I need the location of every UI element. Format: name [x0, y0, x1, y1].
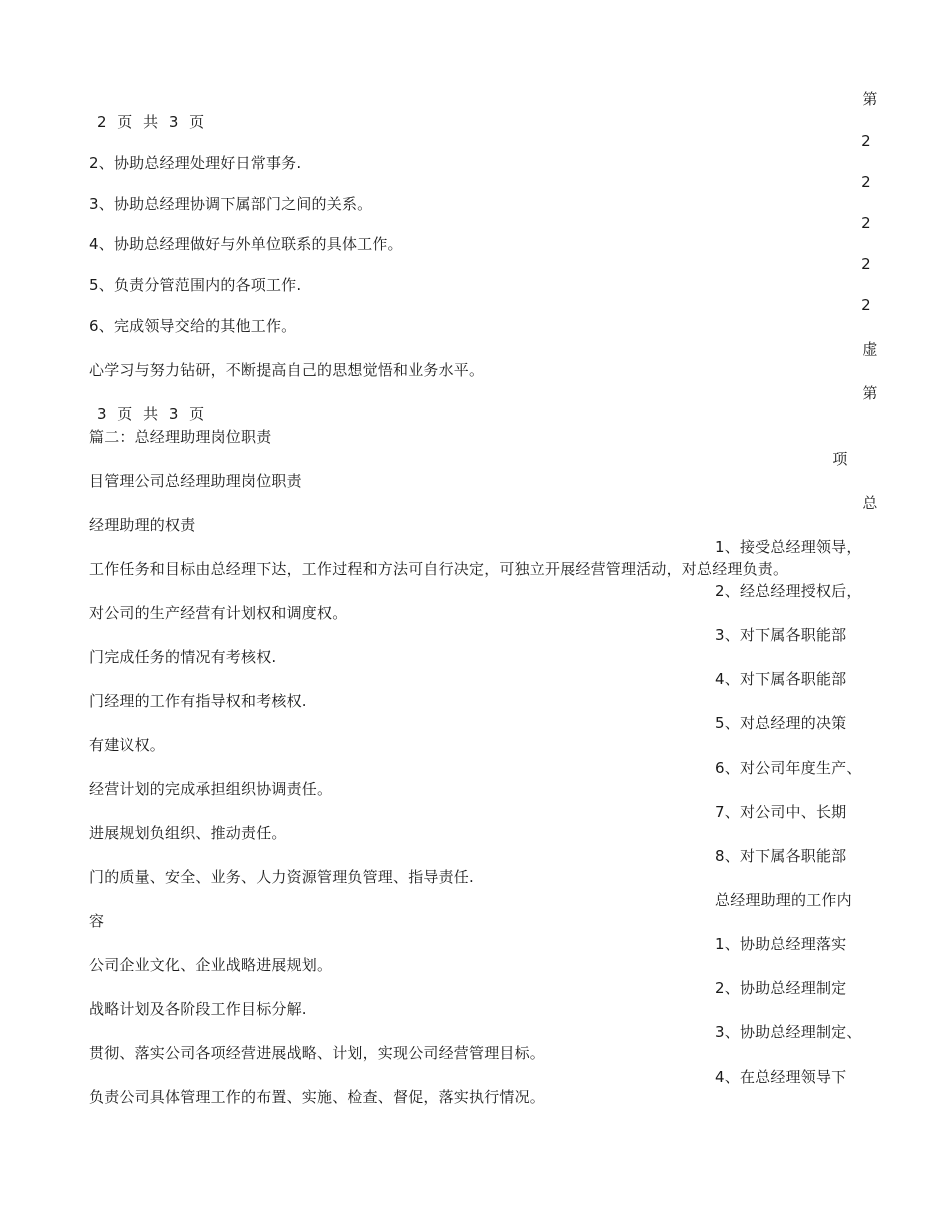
subsection-heading: 经理助理的权责 [89, 516, 196, 534]
duty-line: 2、协助总经理处理好日常事务. [89, 154, 302, 172]
right-list-item: 4、在总经理领导下 [715, 1068, 847, 1086]
side-char: 总 [862, 494, 878, 512]
body-line: 进展规划负组织、推动责任。 [89, 824, 287, 842]
body-line: 工作任务和目标由总经理下达，工作过程和方法可自行决定，可独立开展经营管理活动，对总经理负责。 [89, 560, 789, 578]
body-line: 门完成任务的情况有考核权. [89, 648, 277, 666]
body-line: 经营计划的完成承担组织协调责任。 [89, 780, 333, 798]
side-char: 2 [861, 173, 871, 191]
body-line: 对公司的生产经营有计划权和调度权。 [89, 604, 348, 622]
right-list-item: 2、协助总经理制定 [715, 979, 847, 997]
right-list-item: 2、经总经理授权后， [715, 582, 862, 600]
side-char: 2 [861, 132, 871, 150]
right-list-item: 7、对公司中、长期 [715, 803, 847, 821]
section-title: 目管理公司总经理助理岗位职责 [89, 472, 302, 490]
right-list-item: 6、对公司年度生产、 [715, 759, 862, 777]
right-list-item: 8、对下属各职能部 [715, 847, 847, 865]
duty-line: 3、协助总经理协调下属部门之间的关系。 [89, 195, 373, 213]
side-char: 第 [862, 384, 878, 402]
body-line: 心学习与努力钻研，不断提高自己的思想觉悟和业务水平。 [89, 361, 485, 379]
right-list-item: 1、接受总经理领导， [715, 538, 862, 556]
body-line: 门的质量、安全、业务、人力资源管理负管理、指导责任. [89, 868, 474, 886]
right-list-item: 3、协助总经理制定、 [715, 1023, 862, 1041]
body-line: 贯彻、落实公司各项经营进展战略、计划，实现公司经营管理目标。 [89, 1044, 546, 1062]
right-list-item: 4、对下属各职能部 [715, 670, 847, 688]
duty-line: 5、负责分管范围内的各项工作. [89, 276, 302, 294]
side-char: 虚 [862, 340, 878, 358]
right-list-heading: 总经理助理的工作内 [715, 891, 852, 909]
page-marker-2: 2 页 共 3 页 [97, 113, 205, 131]
body-line: 门经理的工作有指导权和考核权. [89, 692, 307, 710]
right-list-item: 1、协助总经理落实 [715, 935, 847, 953]
duty-line: 6、完成领导交给的其他工作。 [89, 317, 297, 335]
right-list-item: 3、对下属各职能部 [715, 626, 847, 644]
side-char: 项 [832, 450, 848, 468]
body-line: 公司企业文化、企业战略进展规划。 [89, 956, 333, 974]
side-char: 2 [861, 296, 871, 314]
body-line: 有建议权。 [89, 736, 166, 754]
page-marker-3: 3 页 共 3 页 [97, 405, 205, 423]
body-line: 战略计划及各阶段工作目标分解. [89, 1000, 307, 1018]
section-heading: 篇二：总经理助理岗位职责 [89, 428, 272, 446]
subsection-heading: 容 [89, 912, 105, 930]
right-list-item: 5、对总经理的决策 [715, 714, 847, 732]
side-char: 2 [861, 214, 871, 232]
side-char: 第 [862, 90, 878, 108]
body-line: 负责公司具体管理工作的布置、实施、检查、督促，落实执行情况。 [89, 1088, 546, 1106]
side-char: 2 [861, 255, 871, 273]
duty-line: 4、协助总经理做好与外单位联系的具体工作。 [89, 235, 403, 253]
